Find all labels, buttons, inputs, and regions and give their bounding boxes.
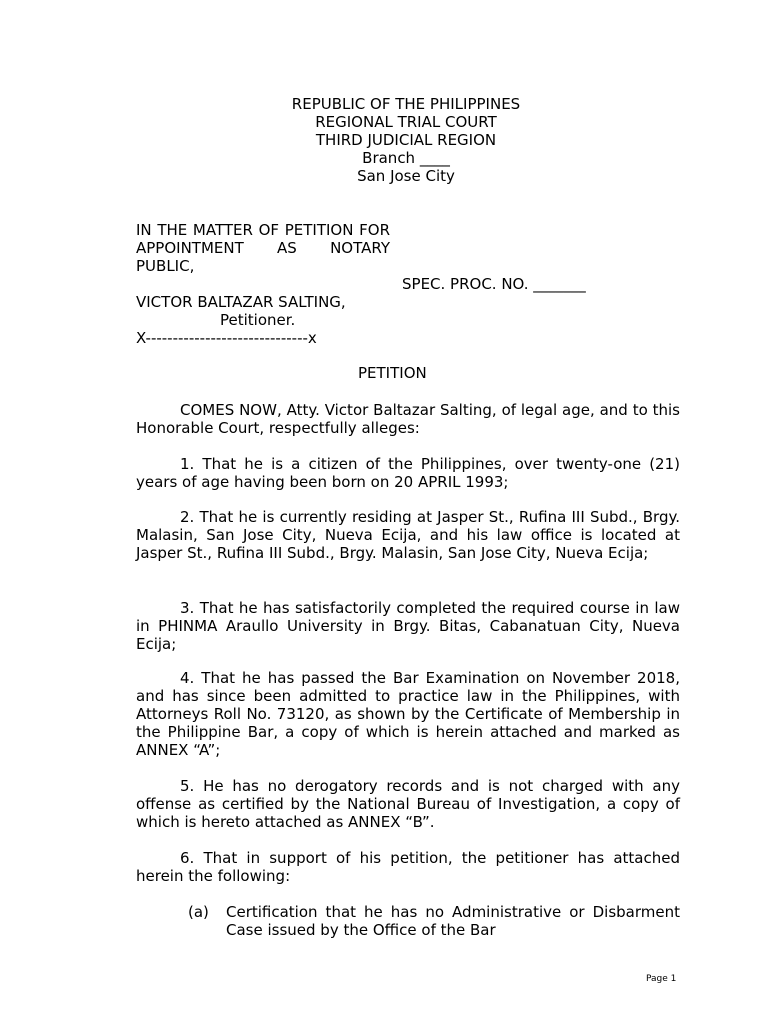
paragraph-1: 1. That he is a citizen of the Philippines, over twenty-one (21) years of age having been born on 20 APRIL 1993; xyxy=(136,455,680,491)
paragraph-4: 4. That he has passed the Bar Examination on November 2018, and has since been admitted to practice law in the Philippines, with Attorneys Roll No. 73120, as shown by the Certificate of Membership in the Philippine Bar, a copy of which is herein attached and marked as ANNEX “A”; xyxy=(136,669,680,759)
attachment-item-a-text: Certification that he has no Administrative or Disbarment Case issued by the Office of the Bar xyxy=(226,903,680,939)
paragraph-2: 2. That he is currently residing at Jasper St., Rufina III Subd., Brgy. Malasin, San Jose City, Nueva Ecija, and his law office is located at Jasper St., Rufina III Subd., Brgy. Malasin, San Jose City, Nueva Ecija; xyxy=(136,508,680,562)
caption-separator: X------------------------------x xyxy=(136,329,317,347)
header-republic: REPUBLIC OF THE PHILIPPINES xyxy=(291,95,521,113)
header-court: REGIONAL TRIAL COURT xyxy=(315,113,497,131)
caption-petitioner-name: VICTOR BALTAZAR SALTING, xyxy=(136,293,346,311)
caption-matter: IN THE MATTER OF PETITION FOR APPOINTMENT AS NOTARY PUBLIC, xyxy=(136,221,390,275)
header-city: San Jose City xyxy=(357,167,455,185)
document-title: PETITION xyxy=(358,364,427,382)
paragraph-6: 6. That in support of his petition, the petitioner has attached herein the following: xyxy=(136,849,680,885)
paragraph-3: 3. That he has satisfactorily completed the required course in law in PHINMA Araullo University in Brgy. Bitas, Cabanatuan City, Nueva Ecija; xyxy=(136,599,680,653)
page-number: Page 1 xyxy=(646,974,677,984)
attachment-item-a-label: (a) xyxy=(188,903,209,921)
caption-spec-proc-no: SPEC. PROC. NO. _______ xyxy=(402,275,586,293)
header-region: THIRD JUDICIAL REGION xyxy=(315,131,497,149)
header-branch: Branch ____ xyxy=(362,149,450,167)
paragraph-5: 5. He has no derogatory records and is not charged with any offense as certified by the National Bureau of Investigation, a copy of which is hereto attached as ANNEX “B”. xyxy=(136,777,680,831)
paragraph-intro: COMES NOW, Atty. Victor Baltazar Salting, of legal age, and to this Honorable Court, respectfully alleges: xyxy=(136,401,680,437)
attachment-item-a xyxy=(188,903,680,939)
caption-petitioner-role: Petitioner. xyxy=(220,311,296,329)
